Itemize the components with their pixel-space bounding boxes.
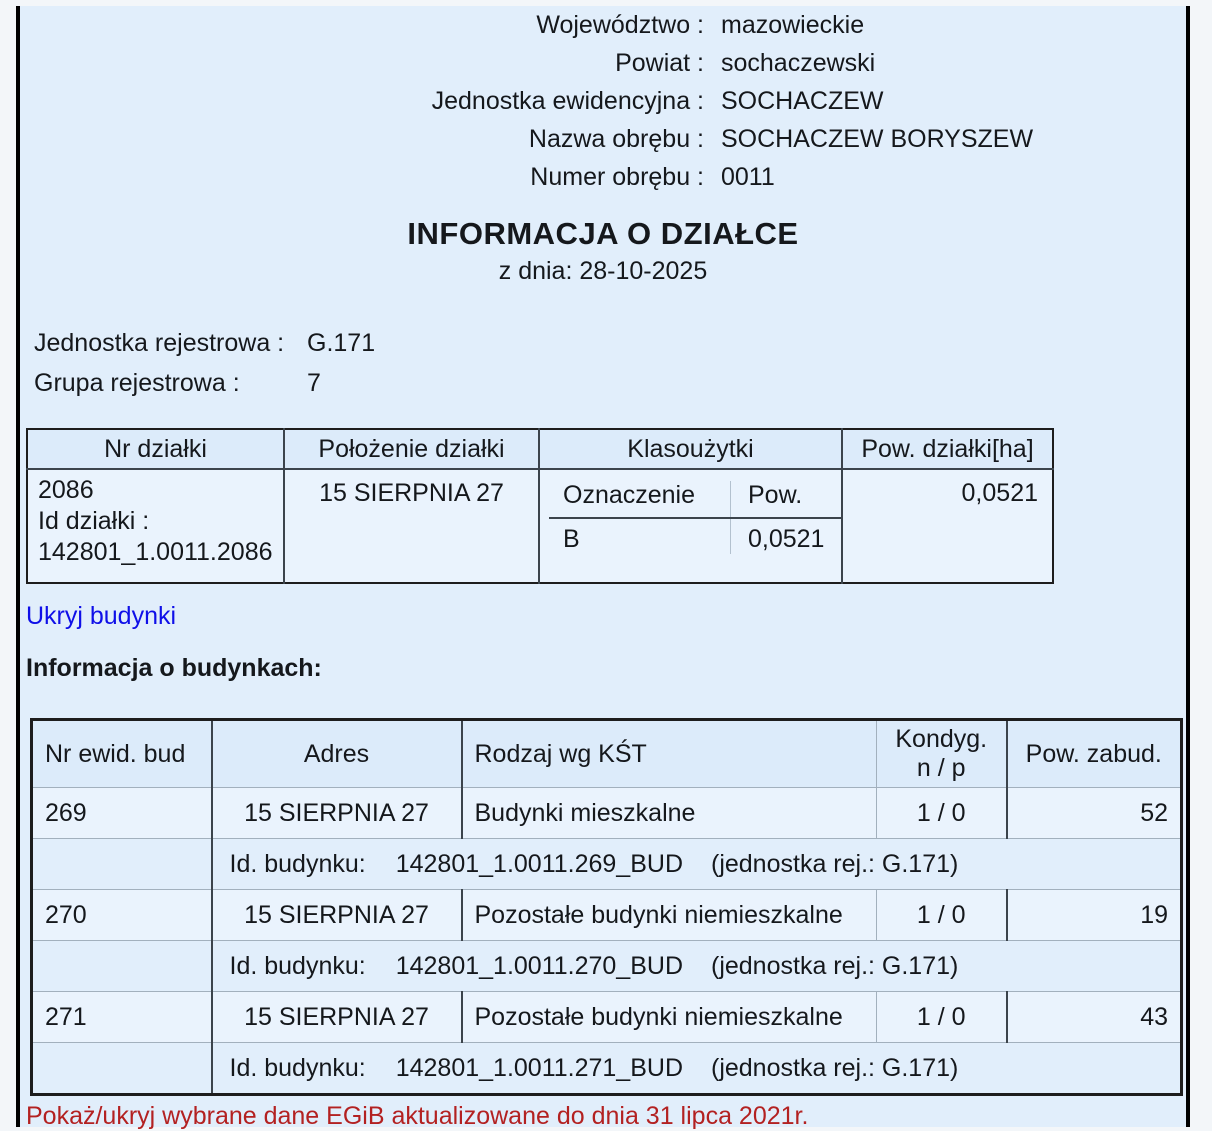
powiat-value: sochaczewski (721, 48, 876, 77)
parcel-table (26, 428, 1054, 584)
building-id-jednostka: (jednostka rej.: G.171) (711, 951, 959, 980)
parcel-number: 2086 (38, 476, 94, 504)
building-row-270 (32, 890, 1182, 941)
building-address: 15 SIERPNIA 27 (212, 788, 462, 839)
grupa-rejestrowa-label: Grupa rejestrowa : (34, 368, 240, 397)
jednostka-ewidencyjna-label: Jednostka ewidencyjna : (431, 86, 704, 115)
col-header-nr-ewid-bud: Nr ewid. bud (32, 720, 212, 788)
building-id-cell (212, 839, 1182, 890)
powiat-label: Powiat : (615, 48, 704, 77)
building-number: 269 (32, 788, 212, 839)
header-row-wojewodztwo (20, 6, 1186, 44)
col-header-klasouzytki: Klasoużytki (539, 429, 842, 469)
parcel-location-cell: 15 SIERPNIA 27 (284, 469, 539, 583)
parcel-id-label: Id działki : (38, 507, 150, 535)
building-id-spacer (32, 941, 212, 992)
admin-header-block (20, 6, 1186, 196)
klasouzytki-cell (539, 469, 842, 583)
building-id-label: Id. budynku: (229, 951, 366, 980)
building-type: Pozostałe budynki niemieszkalne (462, 992, 877, 1043)
building-floors: 1 / 0 (877, 992, 1007, 1043)
col-header-polozenie-dzialki: Położenie działki (284, 429, 539, 469)
parcel-table-data-row (27, 469, 1053, 583)
building-type: Budynki mieszkalne (462, 788, 877, 839)
building-id-label: Id. budynku: (229, 1053, 366, 1082)
col-header-adres: Adres (212, 720, 462, 788)
kondyg-header-line2: n / p (916, 754, 966, 782)
building-id-cell (212, 941, 1182, 992)
hide-buildings-link[interactable]: Ukryj budynki (26, 602, 177, 630)
building-id-jednostka: (jednostka rej.: G.171) (711, 1053, 959, 1082)
klasouzytki-data-row (549, 518, 861, 554)
jednostka-ewidencyjna-value: SOCHACZEW (721, 86, 884, 115)
building-row-271 (32, 992, 1182, 1043)
col-header-kondygnacje (877, 720, 1007, 788)
building-id-value: 142801_1.0011.270_BUD (395, 951, 683, 980)
jednostka-rejestrowa-label: Jednostka rejestrowa : (34, 328, 285, 357)
building-floors: 1 / 0 (877, 788, 1007, 839)
nazwa-obrebu-value: SOCHACZEW BORYSZEW (721, 124, 1034, 153)
buildings-table-header-row (32, 720, 1182, 788)
header-row-numer-obrebu (20, 158, 1186, 196)
jednostka-rejestrowa-value: G.171 (307, 328, 376, 357)
building-id-label: Id. budynku: (229, 849, 366, 878)
col-header-nr-dzialki: Nr działki (27, 429, 284, 469)
col-header-pow-dzialki: Pow. działki[ha] (842, 429, 1053, 469)
header-row-jednostka-ewidencyjna (20, 82, 1186, 120)
buildings-section-heading: Informacja o budynkach: (26, 654, 322, 682)
klasouzytki-subtable (549, 481, 861, 554)
grupa-rejestrowa-value: 7 (307, 368, 321, 397)
header-row-nazwa-obrebu (20, 120, 1186, 158)
klasouzytki-subheader-row (549, 481, 861, 518)
building-number: 271 (32, 992, 212, 1043)
col-header-rodzaj: Rodzaj wg KŚT (462, 720, 877, 788)
building-id-row-269 (32, 839, 1182, 890)
building-address: 15 SIERPNIA 27 (212, 890, 462, 941)
building-id-jednostka: (jednostka rej.: G.171) (711, 849, 959, 878)
building-type: Pozostałe budynki niemieszkalne (462, 890, 877, 941)
building-area: 19 (1007, 890, 1182, 941)
register-row-jednostka (34, 323, 375, 363)
numer-obrebu-label: Numer obrębu : (530, 162, 704, 191)
page-subtitle: z dnia: 28-10-2025 (498, 257, 708, 285)
parcel-number-cell (27, 469, 284, 583)
building-row-269 (32, 788, 1182, 839)
building-number: 270 (32, 890, 212, 941)
building-area: 52 (1007, 788, 1182, 839)
register-row-grupa (34, 363, 375, 403)
numer-obrebu-value: 0011 (721, 162, 775, 191)
building-id-value: 142801_1.0011.269_BUD (395, 849, 683, 878)
col-header-pow-zabud: Pow. zabud. (1007, 720, 1182, 788)
building-id-spacer (32, 1043, 212, 1095)
building-floors: 1 / 0 (877, 890, 1007, 941)
building-id-row-270 (32, 941, 1182, 992)
parcel-area-cell: 0,0521 (842, 469, 1053, 583)
parcel-id-value: 142801_1.0011.2086 (38, 538, 273, 566)
parcel-info-panel (16, 6, 1190, 1130)
header-row-powiat (20, 44, 1186, 82)
subcol-header-pow: Pow. (731, 481, 862, 518)
wojewodztwo-value: mazowieckie (721, 10, 865, 39)
nazwa-obrebu-label: Nazwa obrębu : (528, 124, 704, 153)
oznaczenie-value: B (549, 518, 731, 554)
building-id-cell (212, 1043, 1182, 1095)
building-id-row-271 (32, 1043, 1182, 1095)
egib-data-toggle-link[interactable]: Pokaż/ukryj wybrane dane EGiB aktualizowane do dnia 31 lipca 2021r. (26, 1102, 809, 1130)
register-block (34, 323, 375, 403)
parcel-table-header-row (27, 429, 1053, 469)
buildings-table (30, 718, 1183, 1096)
building-area: 43 (1007, 992, 1182, 1043)
building-address: 15 SIERPNIA 27 (212, 992, 462, 1043)
klaso-pow-value: 0,0521 (748, 525, 825, 553)
building-id-spacer (32, 839, 212, 890)
wojewodztwo-label: Województwo : (536, 10, 704, 39)
subcol-header-oznaczenie: Oznaczenie (549, 481, 731, 518)
page-title: INFORMACJA O DZIAŁCE (407, 216, 799, 251)
kondyg-header-line1: Kondyg. (895, 725, 988, 753)
building-id-value: 142801_1.0011.271_BUD (395, 1053, 683, 1082)
